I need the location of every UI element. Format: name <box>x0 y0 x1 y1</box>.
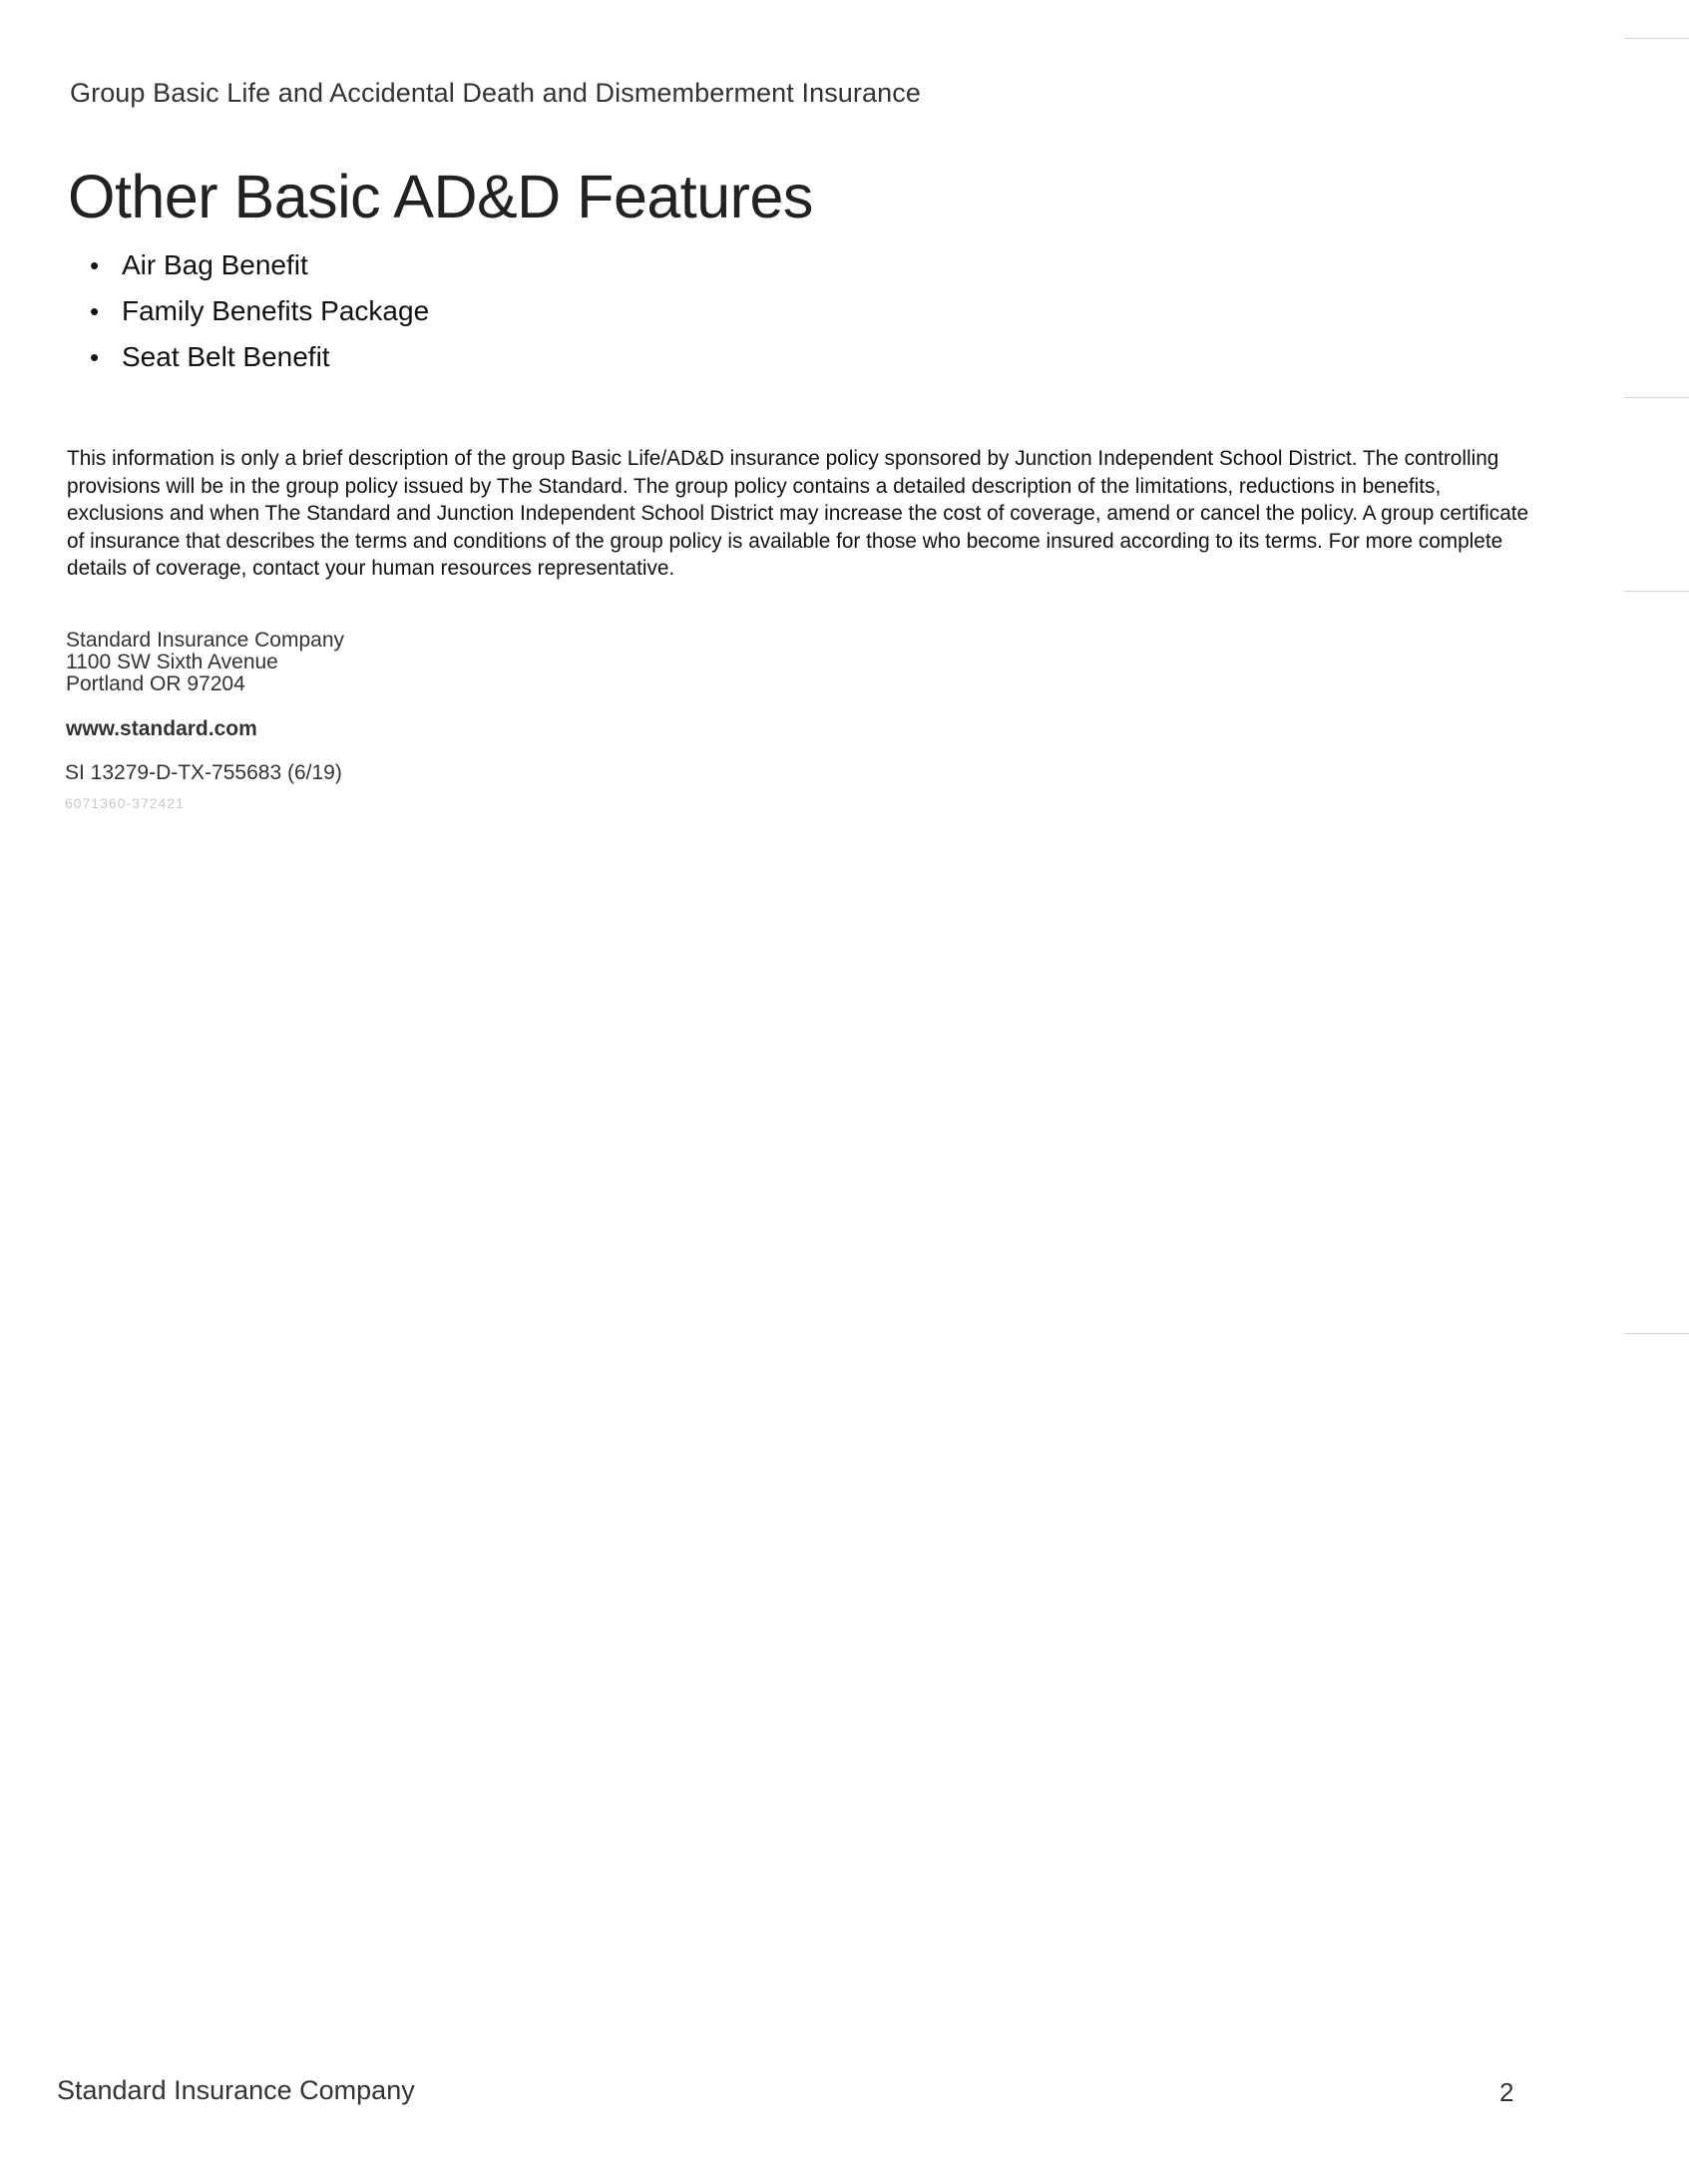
bullet-icon: • <box>90 250 100 280</box>
website-link[interactable]: www.standard.com <box>66 717 257 740</box>
form-code: SI 13279-D-TX-755683 (6/19) <box>65 761 342 784</box>
footer-company-name: Standard Insurance Company <box>57 2075 415 2105</box>
city-state-zip: Portland OR 97204 <box>66 672 245 695</box>
scan-edge-mark <box>1624 397 1689 398</box>
feature-list <box>90 242 429 380</box>
document-header: Group Basic Life and Accidental Death and Dismemberment Insurance <box>70 78 921 108</box>
bullet-icon: • <box>90 342 100 372</box>
disclaimer-paragraph: This information is only a brief description of the group Basic Life/AD&D insurance policy sponsored by Junction Independent School District. The controlling provisions will be in the group policy issued by The Standard. The group policy contains a detailed description of the limitations, reductions in benefits, exclusions and when The Standard and Junction Independent School District may increase the cost of coverage, amend or cancel the policy. A group certificate of insurance that describes the terms and conditions of the group policy is available for those who become insured according to its terms. For more complete details of coverage, contact your human resources representative. <box>67 447 1529 581</box>
scan-edge-mark <box>1624 1333 1689 1334</box>
scan-edge-mark <box>1624 38 1689 39</box>
feature-label: Seat Belt Benefit <box>122 341 330 372</box>
company-address <box>66 630 344 695</box>
section-title: Other Basic AD&D Features <box>68 163 813 230</box>
street-address: 1100 SW Sixth Avenue <box>66 651 278 673</box>
scan-edge-mark <box>1624 591 1689 592</box>
bullet-icon: • <box>90 296 100 326</box>
feature-label: Family Benefits Package <box>122 295 430 326</box>
tracking-code: 6071360-372421 <box>65 795 185 811</box>
list-item <box>90 242 429 288</box>
list-item <box>90 334 429 380</box>
list-item <box>90 288 429 334</box>
company-name: Standard Insurance Company <box>66 629 344 652</box>
page-number: 2 <box>1499 2077 1514 2107</box>
feature-label: Air Bag Benefit <box>122 249 308 280</box>
